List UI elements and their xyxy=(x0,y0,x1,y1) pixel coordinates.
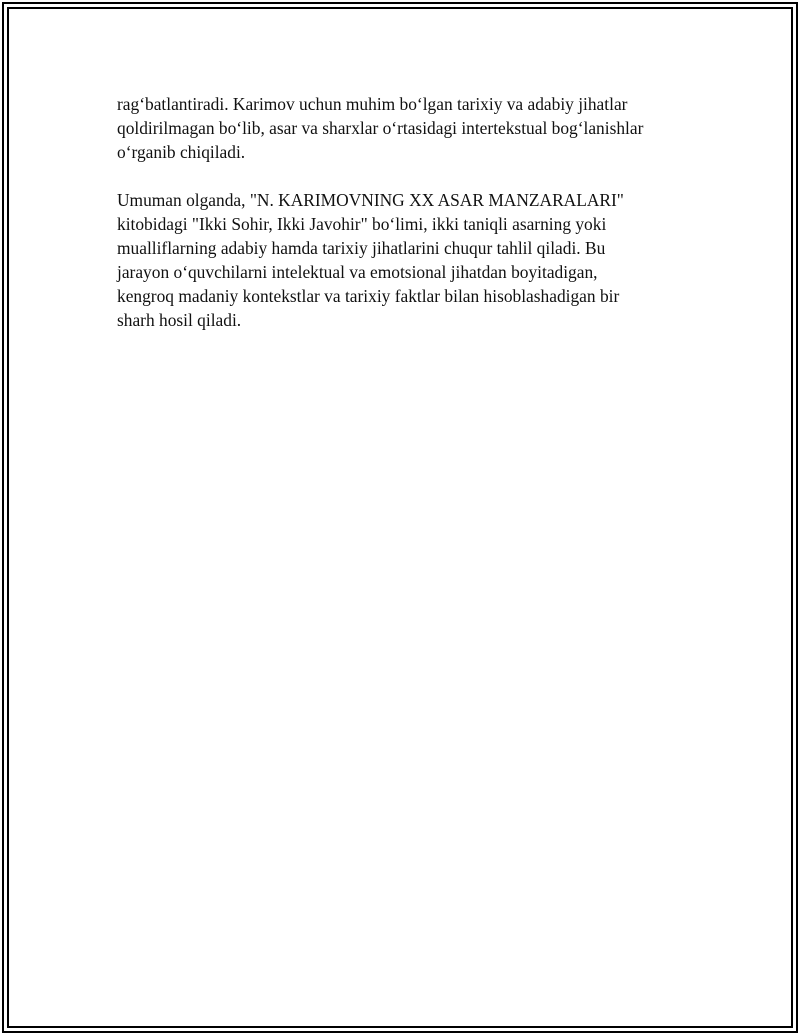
text-line: mualliflarning adabiy hamda tarixiy jihatlarini chuqur tahlil qiladi. Bu xyxy=(117,238,606,258)
paragraph-spacer xyxy=(117,164,677,188)
text-line: o‘rganib chiqiladi. xyxy=(117,142,246,162)
text-line: rag‘batlantiradi. Karimov uchun muhim bo‘lgan tarixiy va adabiy jihatlar xyxy=(117,94,628,114)
paragraph-2 xyxy=(117,188,677,332)
text-line: jarayon o‘quvchilarni intelektual va emotsional jihatdan boyitadigan, xyxy=(117,262,598,282)
text-line: Umuman olganda, "N. KARIMOVNING XX ASAR MANZARALARI" xyxy=(117,190,624,210)
text-line: kitobidagi "Ikki Sohir, Ikki Javohir" bo‘limi, ikki taniqli asarning yoki xyxy=(117,214,607,234)
paragraph-1 xyxy=(117,92,677,164)
text-line: qoldirilmagan bo‘lib, asar va sharxlar o‘rtasidagi intertekstual bog‘lanishlar xyxy=(117,118,644,138)
text-line: sharh hosil qiladi. xyxy=(117,310,242,330)
document-body xyxy=(117,92,677,332)
text-line: kengroq madaniy kontekstlar va tarixiy faktlar bilan hisoblashadigan bir xyxy=(117,286,620,306)
